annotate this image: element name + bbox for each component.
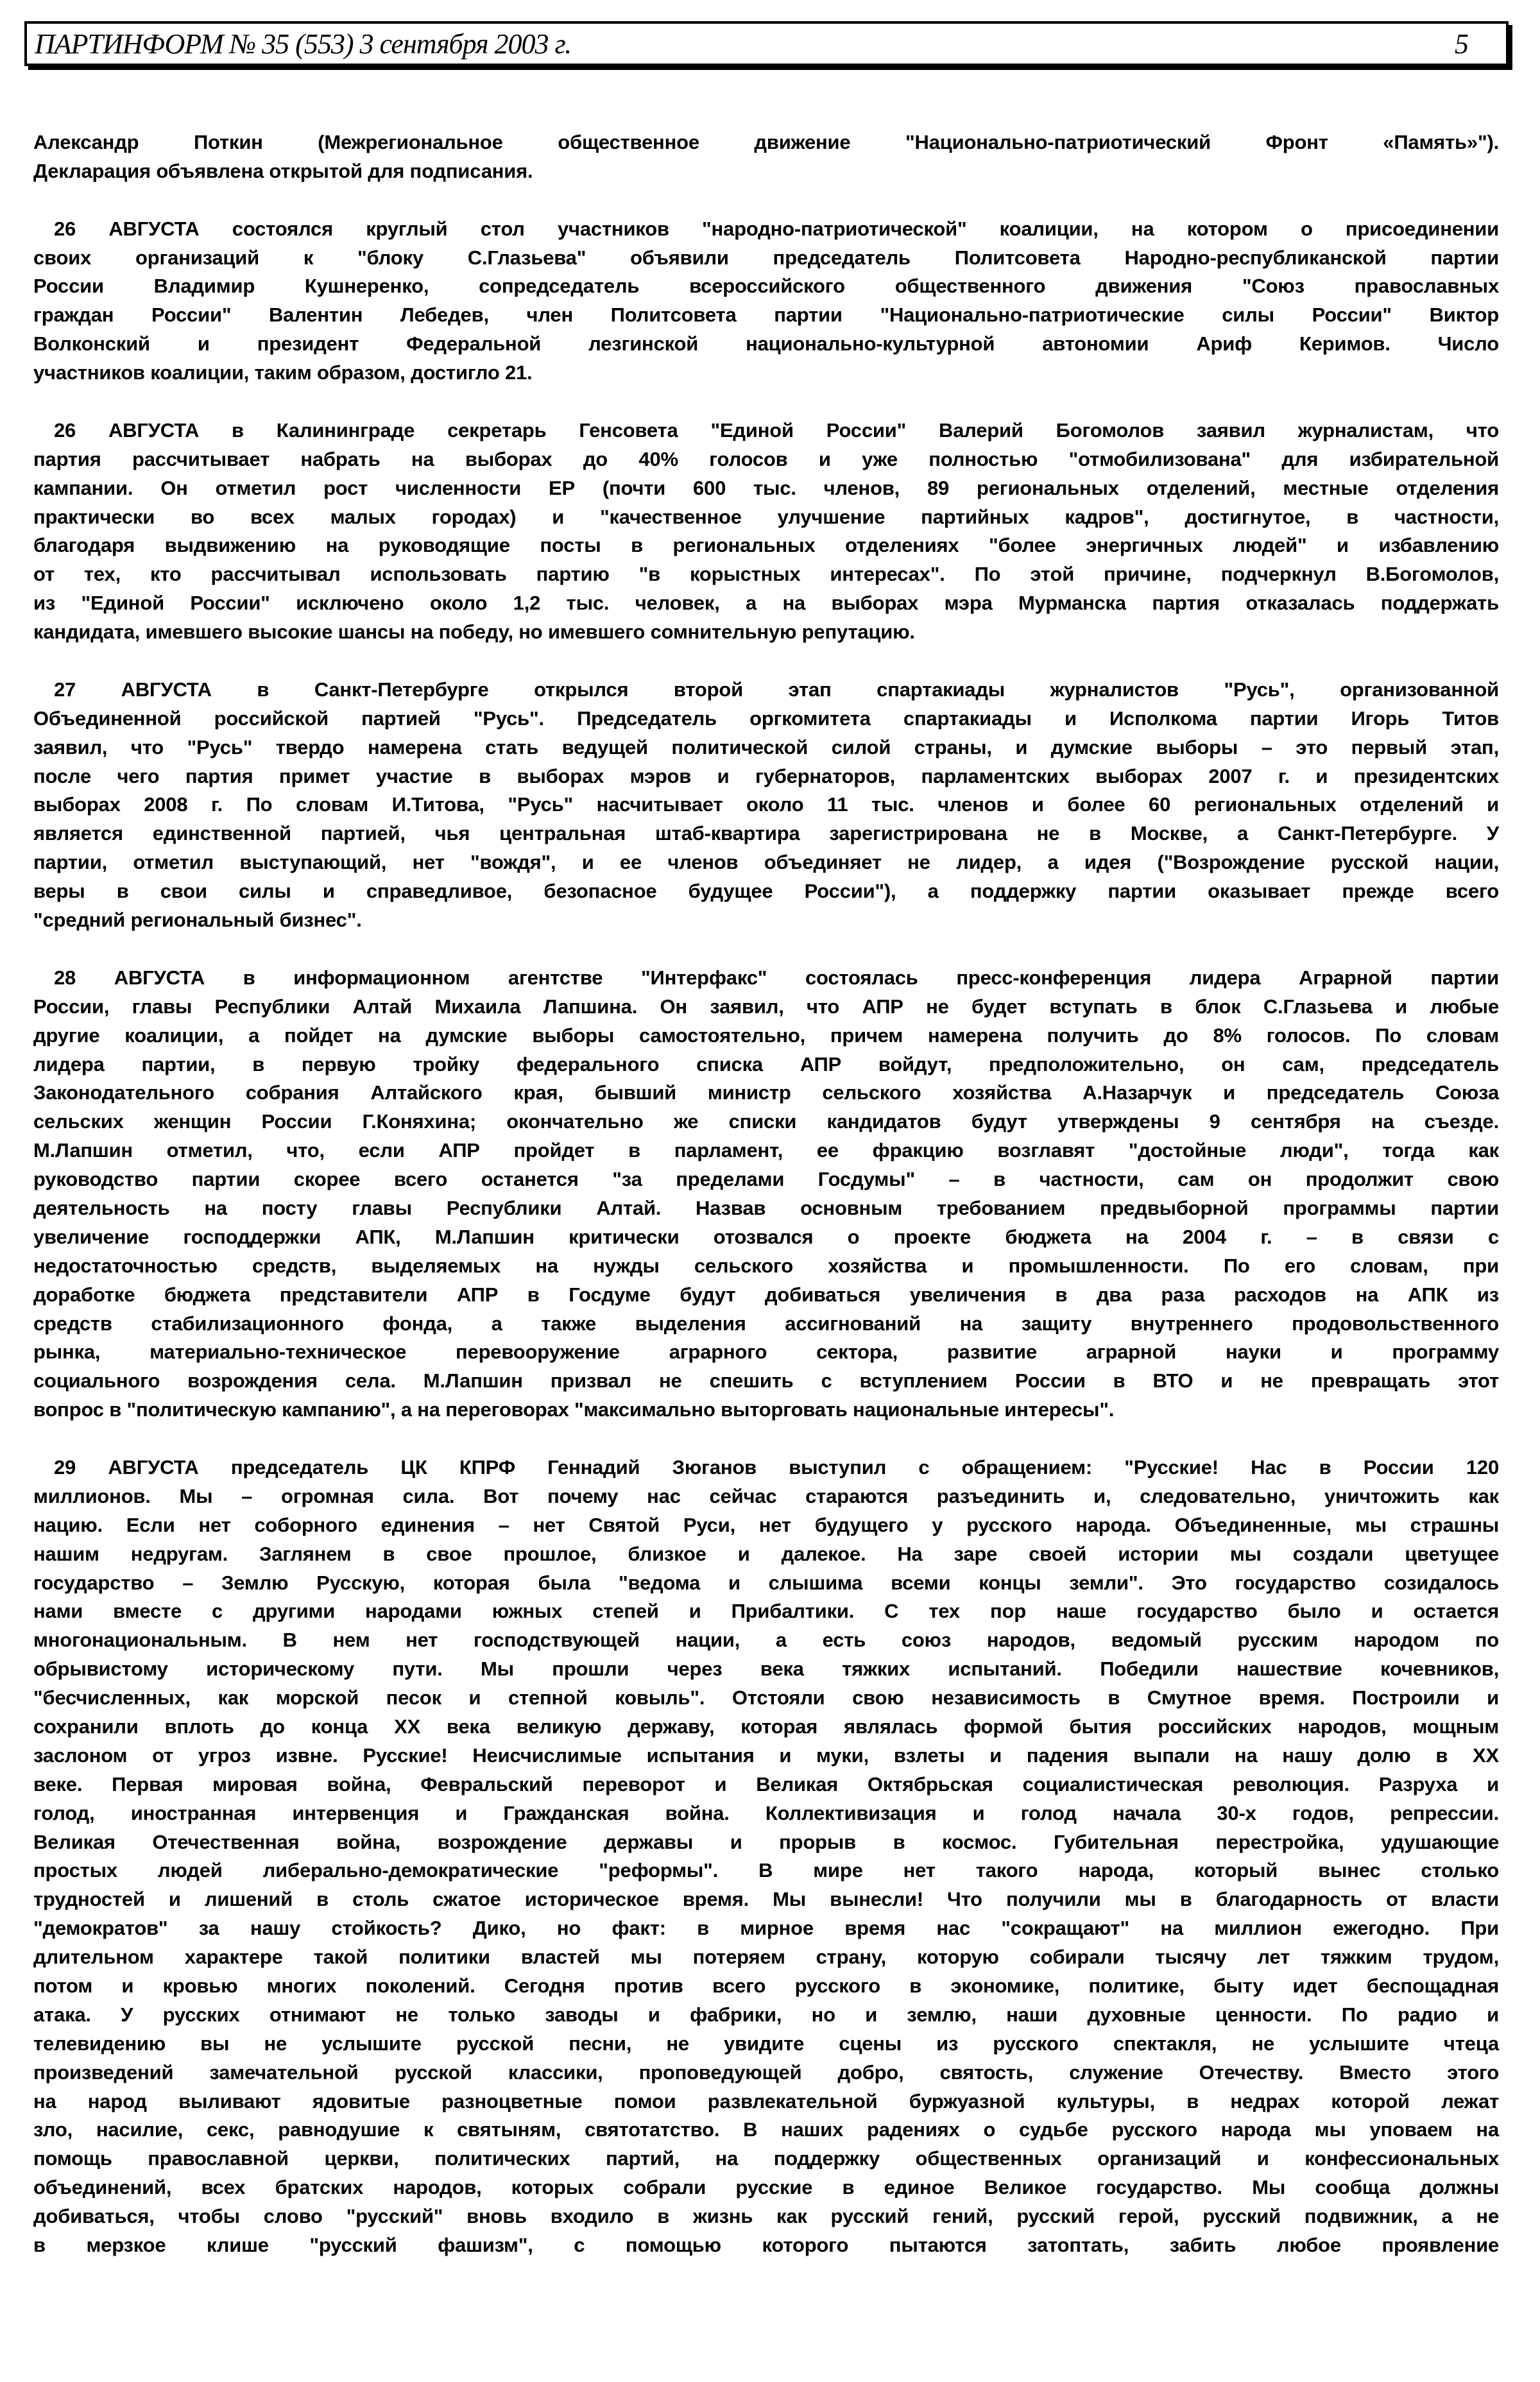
text-line: средств стабилизационного фонда, а также выделения ассигнований на защиту внутреннего продовольственного [33, 1312, 1499, 1335]
text-line: партия рассчитывает набрать на выборах до 40% голосов и уже полностью "отмобилизована" для избирательной [33, 447, 1499, 470]
page-header [24, 21, 1509, 66]
text-line: России Владимир Кушнеренко, сопредседатель всероссийского общественного движения "Союз православных [33, 275, 1499, 298]
text-line: государство – Землю Русскую, которая была "ведома и слышима всеми концы земли". Это государство созидалось [33, 1571, 1499, 1594]
text-line: "бесчисленных, как морской песок и степной ковыль". Отстояли свою независимость в Смутное время. Построили и [33, 1686, 1499, 1709]
text-line: многонациональным. В нем нет господствующей нации, а есть союз народов, ведомый русским народом по [33, 1629, 1499, 1652]
text-line: Объединенной российской партией "Русь". Председатель оргкомитета спартакиады и Исполкома партии Игорь Титов [33, 707, 1499, 730]
text-line: "демократов" за нашу стойкость? Дико, но факт: в мирное время нас "сокращают" на миллион ежегодно. При [33, 1917, 1499, 1940]
text-line: из "Единой России" исключено около 1,2 тыс. человек, а на выборах мэра Мурманска партия отказалась поддержать [33, 592, 1499, 615]
text-line: благодаря выдвижению на руководящие посты в региональных отделениях "более энергичных людей" и избавлению [33, 534, 1499, 557]
text-line: длительном характере такой политики властей мы потеряем страну, которую собирали тысячу лет тяжким трудом, [33, 1946, 1499, 1969]
text-line: "средний региональный бизнес". [33, 909, 362, 932]
text-line: голод, иностранная интервенция и Гражданская война. Коллективизация и голод начала 30-х годов, репрессии. [33, 1801, 1499, 1824]
publication-title: ПАРТИНФОРМ № 35 (553) 3 сентября 2003 г. [35, 28, 572, 60]
text-line: 27 АВГУСТА в Санкт-Петербурге открылся второй этап спартакиады журналистов "Русь", организованной [54, 678, 1499, 701]
text-line: помощь православной церкви, политических партий, на поддержку общественных организаций и конфессиональных [33, 2147, 1499, 2170]
text-line: доработке бюджета представители АПР в Госдуме будут добиваться увеличения в два раза расходов на АПК из [33, 1283, 1499, 1306]
news-paragraph [33, 128, 1499, 186]
text-line: зло, насилие, секс, равнодушие к святыням, святотатство. В наших радениях о судьбе русского народа мы уповаем на [33, 2118, 1499, 2141]
text-line: объединений, всех братских народов, которых собрали русские в единое Великое государство. Мы сообща должны [33, 2176, 1499, 2199]
text-line: в мерзкое клише "русский фашизм", с помощью которого пытаются затоптать, забить любое проявление [33, 2234, 1499, 2257]
text-line: кандидата, имевшего высокие шансы на победу, но имевшего сомнительную репутацию. [33, 621, 915, 644]
text-line: 28 АВГУСТА в информационном агентстве "Интерфакс" состоялась пресс-конференция лидера Аграрной партии [54, 966, 1499, 989]
text-line: Законодательного собрания Алтайского края, бывший министр сельского хозяйства А.Назарчук и председатель Союза [33, 1081, 1499, 1104]
text-line: атака. У русских отнимают не только заводы и фабрики, но и землю, наши духовные ценности. По радио и [33, 2003, 1499, 2026]
text-line: нашим недругам. Заглянем в свое прошлое, близкое и далекое. На заре своей истории мы создали цветущее [33, 1542, 1499, 1565]
text-line: потом и кровью многих поколений. Сегодня против всего русского в экономике, политике, быту идет беспощадная [33, 1975, 1499, 1997]
text-line: другие коалиции, а пойдет на думские выборы самостоятельно, причем намерена получить до 8% голосов. По словам [33, 1024, 1499, 1047]
text-line: деятельность на посту главы Республики Алтай. Назвав основным требованием предвыборной программы партии [33, 1196, 1499, 1219]
text-line: телевидению вы не услышите русской песни, не увидите сцены из русского спектакля, не услышите чтеца [33, 2032, 1499, 2055]
text-line: добиваться, чтобы слово "русский" вновь входило в жизнь как русский гений, русский герой, русский подвижник, а не [33, 2205, 1499, 2228]
text-line: произведений замечательной русской классики, проповедующей добро, святость, служение Отечеству. Вместо этого [33, 2061, 1499, 2084]
text-line: заявил, что "Русь" твердо намерена стать ведущей политической силой страны, и думские выборы – это первый этап, [33, 735, 1499, 758]
text-line: выборах 2008 г. По словам И.Титова, "Русь" насчитывает около 11 тыс. членов и более 60 региональных отделений и [33, 793, 1499, 816]
text-line: заслоном от угроз извне. Русские! Неисчислимые испытания и муки, взлеты и падения выпали на нашу долю в XX [33, 1744, 1499, 1767]
text-line: обрывистому историческому пути. Мы прошли через века тяжких испытаний. Победили нашествие кочевников, [33, 1658, 1499, 1681]
text-line: кампании. Он отметил рост численности ЕР (почти 600 тыс. членов, 89 региональных отделений, местные отделения [33, 476, 1499, 499]
text-line: Александр Поткин (Межрегиональное общественное движение "Национально-патриотический Фронт «Память»"). [33, 131, 1499, 153]
text-line: нацию. Если нет соборного единения – нет Святой Руси, нет будущего у русского народа. Объединенные, мы страшны [33, 1513, 1499, 1536]
text-line: партии, отметил выступающий, нет "вождя", и ее членов объединяет не лидер, а идея ("Возрождение русской нации, [33, 851, 1499, 874]
text-line: участников коалиции, таким образом, достигло 21. [33, 361, 533, 384]
text-line: 26 АВГУСТА состоялся круглый стол участников "народно-патриотической" коалиции, на котором о присоединении [54, 217, 1499, 240]
news-paragraph [33, 215, 1499, 388]
text-line: простых людей либерально-демократические "реформы". В мире нет такого народа, который вынес столько [33, 1859, 1499, 1882]
news-paragraph [33, 416, 1499, 647]
text-line: Декларация объявлена открытой для подписания. [33, 159, 533, 182]
page-number: 5 [1455, 28, 1469, 60]
text-line: 29 АВГУСТА председатель ЦК КПРФ Геннадий Зюганов выступил с обращением: "Русские! Нас в России 120 [54, 1455, 1499, 1478]
article-body [33, 128, 1499, 2289]
text-line: трудностей и лишений в столь сжатое историческое время. Мы вынесли! Что получили мы в благодарность от власти [33, 1888, 1499, 1911]
text-line: рынка, материально-техническое перевооружение аграрного сектора, развитие аграрной науки и программу [33, 1341, 1499, 1364]
text-line: сельских женщин России Г.Коняхина; окончательно же списки кандидатов будут утверждены 9 сентября на съезде. [33, 1110, 1499, 1133]
text-line: Великая Отечественная война, возрождение державы и прорыв в космос. Губительная перестройка, удушающие [33, 1830, 1499, 1853]
text-line: увеличение господдержки АПК, М.Лапшин критически отозвался о проекте бюджета на 2004 г. – в связи с [33, 1225, 1499, 1248]
text-line: 26 АВГУСТА в Калининграде секретарь Генсовета "Единой России" Валерий Богомолов заявил журналистам, что [54, 418, 1499, 441]
text-line: миллионов. Мы – огромная сила. Вот почему нас сейчас стараются разъединить и, следовательно, уничтожить как [33, 1484, 1499, 1507]
news-paragraph [33, 1453, 1499, 2260]
text-line: является единственной партией, чья центральная штаб-квартира зарегистрирована не в Москве, а Санкт-Петербурге. У [33, 822, 1499, 845]
text-line: вопрос в "политическую кампанию", а на переговорах "максимально выторговать национальные интересы". [33, 1398, 1115, 1421]
text-line: после чего партия примет участие в выборах мэров и губернаторов, парламентских выборах 2007 г. и президентских [33, 764, 1499, 787]
text-line: на народ выливают ядовитые разноцветные помои развлекательной буржуазной культуры, в недрах которой лежат [33, 2089, 1499, 2112]
text-line: социального возрождения села. М.Лапшин призвал не спешить с вступлением России в ВТО и не превращать этот [33, 1369, 1499, 1392]
text-line: своих организаций к "блоку С.Глазьева" объявили председатель Политсовета Народно-республиканской партии [33, 246, 1499, 269]
text-line: России, главы Республики Алтай Михаила Лапшина. Он заявил, что АПР не будет вступать в блок С.Глазьева и любые [33, 995, 1499, 1018]
text-line: веры в свои силы и справедливое, безопасное будущее России"), а поддержку партии оказывает прежде всего [33, 880, 1499, 903]
text-line: граждан России" Валентин Лебедев, член Политсовета партии "Национально-патриотические силы России" Виктор [33, 304, 1499, 327]
text-line: от тех, кто рассчитывал использовать партию "в корыстных интересах". По этой причине, подчеркнул В.Богомолов, [33, 563, 1499, 586]
text-line: веке. Первая мировая война, Февральский переворот и Великая Октябрьская социалистическая революция. Разруха и [33, 1772, 1499, 1795]
text-line: Волконский и президент Федеральной лезгинской национально-культурной автономии Ариф Керимов. Число [33, 332, 1499, 356]
text-line: лидера партии, в первую тройку федерального списка АПР войдут, предположительно, он сам, председатель [33, 1052, 1499, 1075]
text-line: нами вместе с другими народами южных степей и Прибалтики. С тех пор наше государство было и остается [33, 1600, 1499, 1623]
news-paragraph [33, 676, 1499, 935]
text-line: М.Лапшин отметил, что, если АПР пройдет в парламент, ее фракцию возглавят "достойные люди", тогда как [33, 1139, 1499, 1162]
text-line: сохранили вплоть до конца XX века великую державу, которая являлась формой бытия российских народов, мощным [33, 1715, 1499, 1738]
news-paragraph [33, 964, 1499, 1425]
text-line: практически во всех малых городах) и "качественное улучшение партийных кадров", достигнутое, в частности, [33, 505, 1499, 528]
text-line: руководство партии скорее всего останется "за пределами Госдумы" – в частности, сам он продолжит свою [33, 1168, 1499, 1191]
text-line: недостаточностью средств, выделяемых на нужды сельского хозяйства и промышленности. По его словам, при [33, 1254, 1499, 1277]
